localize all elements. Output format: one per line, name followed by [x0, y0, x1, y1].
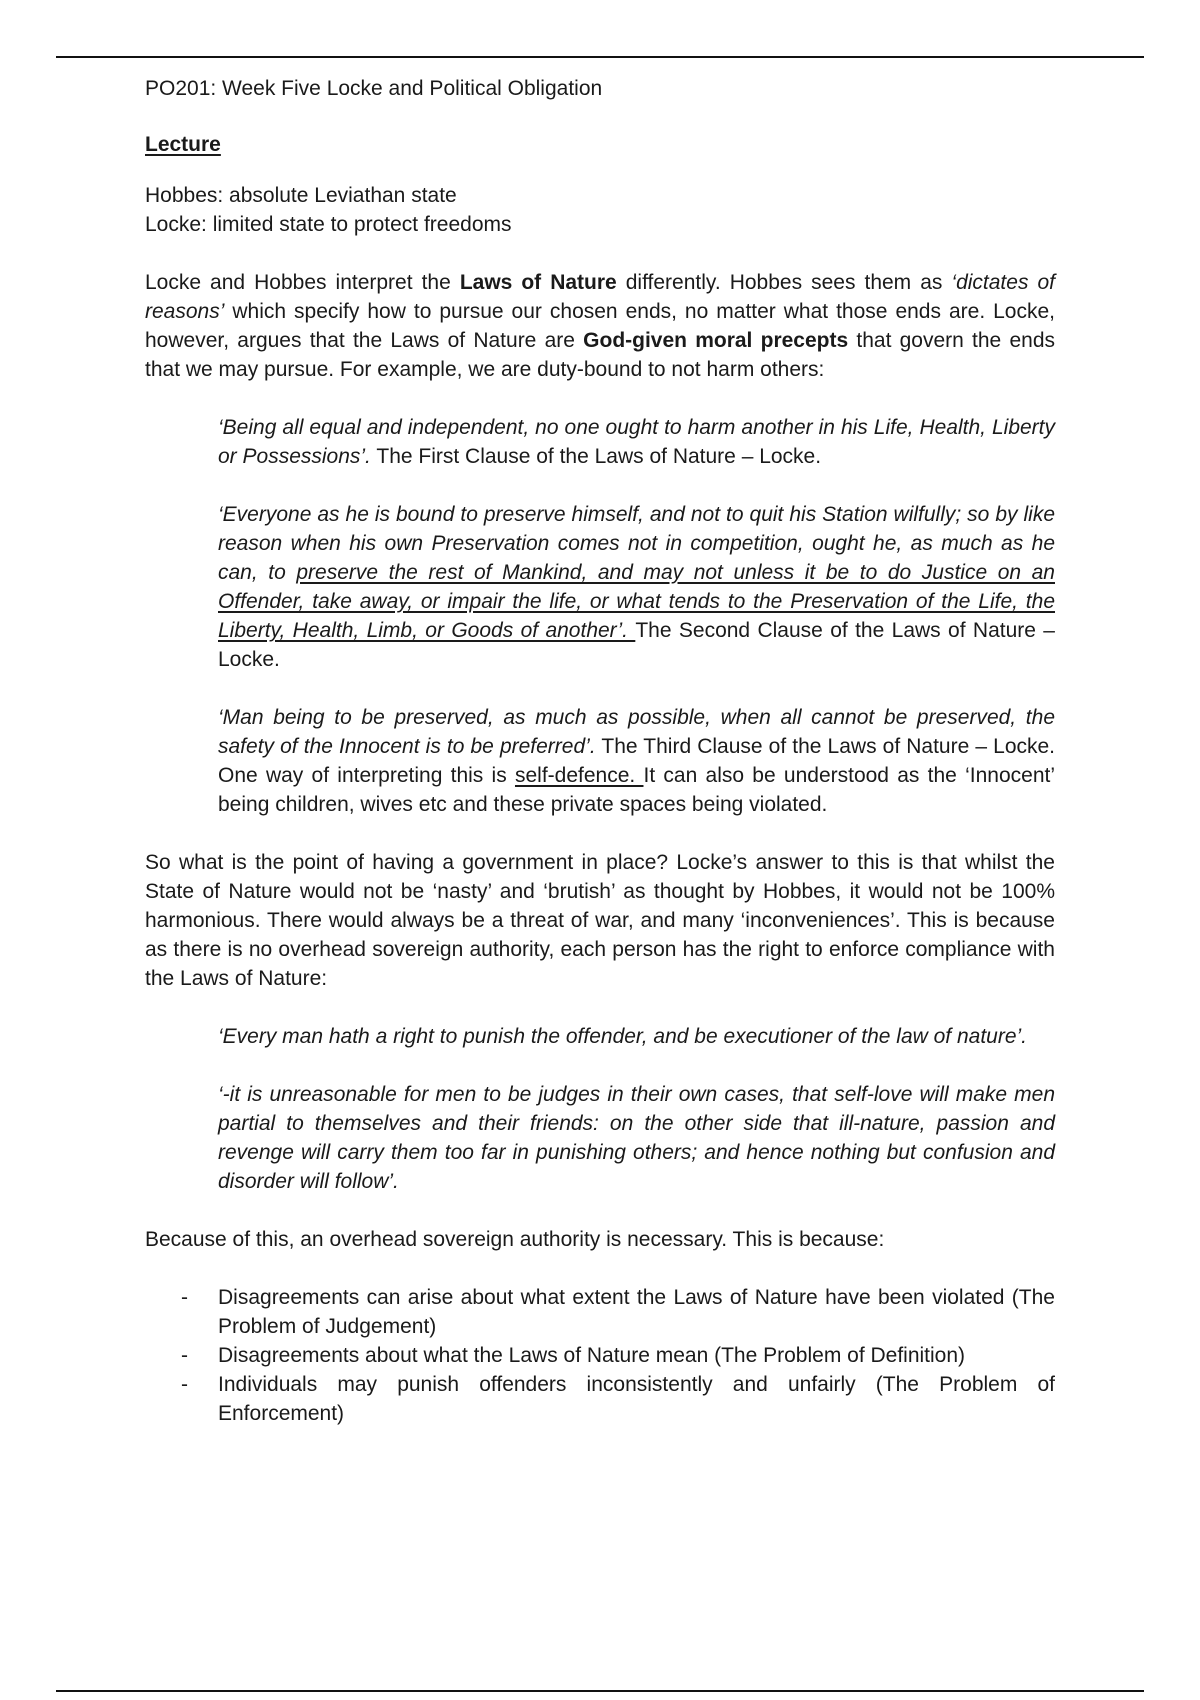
- quote2-underlined: preserve the rest of Mankind, and may not unless it be to do Justice on an Offender, take away, or impair the life, or what tends to the Preservation of the Life, the Liberty, Health, Limb, or Goods of another’.: [218, 561, 1055, 642]
- summary-locke: Locke: limited state to protect freedoms: [145, 213, 512, 236]
- para1-text-4: that govern the ends that we may pursue. For example, we are duty-bound to not harm others:: [145, 329, 1055, 381]
- paragraph-laws-of-nature: [145, 268, 1055, 384]
- quote-right-to-punish: [218, 1022, 1055, 1051]
- document-title: PO201: Week Five Locke and Political Obligation: [145, 77, 603, 100]
- paragraph-government: So what is the point of having a government in place? Locke’s answer to this is that whilst the State of Nature would not be ‘nasty’ and ‘brutish’ as thought by Hobbes, it would not be 100% harmonious. There would always be a threat of war, and many ‘inconveniences’. This is because as there is no overhead sovereign authority, each person has the right to enforce compliance with the Laws of Nature:: [145, 851, 1055, 990]
- list-dash: -: [181, 1344, 188, 1367]
- para1-italic-dictates: ‘dictates of reasons’: [145, 271, 1055, 323]
- quote-second-clause: [218, 500, 1055, 674]
- top-rule: [56, 56, 1144, 58]
- quote3-underlined-self-defence: self-defence.: [514, 764, 644, 787]
- summary-block: [145, 181, 1055, 239]
- list-item: [145, 1370, 1055, 1428]
- quote-third-clause: [218, 703, 1055, 819]
- quote2-italic: ‘Everyone as he is bound to preserve himself, and not to quit his Station wilfully; so by like reason when his own Preservation comes not in competition, ought he, as much as he can, to: [218, 503, 1055, 584]
- paragraph-sovereign-authority: Because of this, an overhead sovereign authority is necessary. This is because:: [145, 1228, 885, 1251]
- para1-bold-god-given: God-given moral precepts: [583, 329, 849, 352]
- list-dash: -: [181, 1286, 188, 1309]
- quote3-italic: ‘Man being to be preserved, as much as possible, when all cannot be preserved, the safety of the Innocent is to be preferred’.: [218, 706, 1055, 758]
- problems-list: [145, 1283, 1055, 1428]
- section-heading-lecture: Lecture: [145, 133, 221, 156]
- list-item-text: Disagreements about what the Laws of Nature mean (The Problem of Definition): [218, 1344, 966, 1367]
- bottom-rule: [56, 1690, 1144, 1692]
- quote2-attribution: The Second Clause of the Laws of Nature – Locke.: [218, 619, 1055, 671]
- para1-bold-laws-of-nature: Laws of Nature: [459, 271, 617, 294]
- quote4-italic: ‘Every man hath a right to punish the offender, and be executioner of the law of nature’.: [218, 1025, 1028, 1048]
- para1-text-3: which specify how to pursue our chosen ends, no matter what those ends are. Locke, however, argues that the Laws of Nature are: [145, 300, 1055, 352]
- list-item: [145, 1341, 1055, 1370]
- quote1-attribution: The First Clause of the Laws of Nature – Locke.: [370, 445, 822, 468]
- quote-unreasonable-judges: [218, 1080, 1055, 1196]
- list-item-text: Disagreements can arise about what extent the Laws of Nature have been violated (The Problem of Judgement): [218, 1286, 1055, 1338]
- list-item-text: Individuals may punish offenders inconsistently and unfairly (The Problem of Enforcement): [218, 1373, 1055, 1425]
- para1-text-1: Locke and Hobbes interpret the: [145, 271, 460, 294]
- summary-hobbes: Hobbes: absolute Leviathan state: [145, 184, 457, 207]
- document-page: [145, 74, 1055, 1428]
- quote3-text-1: The Third Clause of the Laws of Nature – Locke. One way of interpreting this is: [218, 735, 1056, 787]
- list-dash: -: [181, 1373, 188, 1396]
- para1-text-2: differently. Hobbes sees them as: [616, 271, 952, 294]
- quote1-italic: ‘Being all equal and independent, no one ought to harm another in his Life, Health, Liberty or Possessions’.: [218, 416, 1055, 468]
- quote3-text-2: It can also be understood as the ‘Innocent’ being children, wives etc and these private spaces being violated.: [218, 764, 1056, 816]
- list-item: [145, 1283, 1055, 1341]
- quote5-italic: ‘-it is unreasonable for men to be judges in their own cases, that self-love will make men partial to themselves and their friends: on the other side that ill-nature, passion and revenge will carry them too far in punishing others; and hence nothing but confusion and disorder will follow’.: [218, 1083, 1055, 1193]
- quote-first-clause: [218, 413, 1055, 471]
